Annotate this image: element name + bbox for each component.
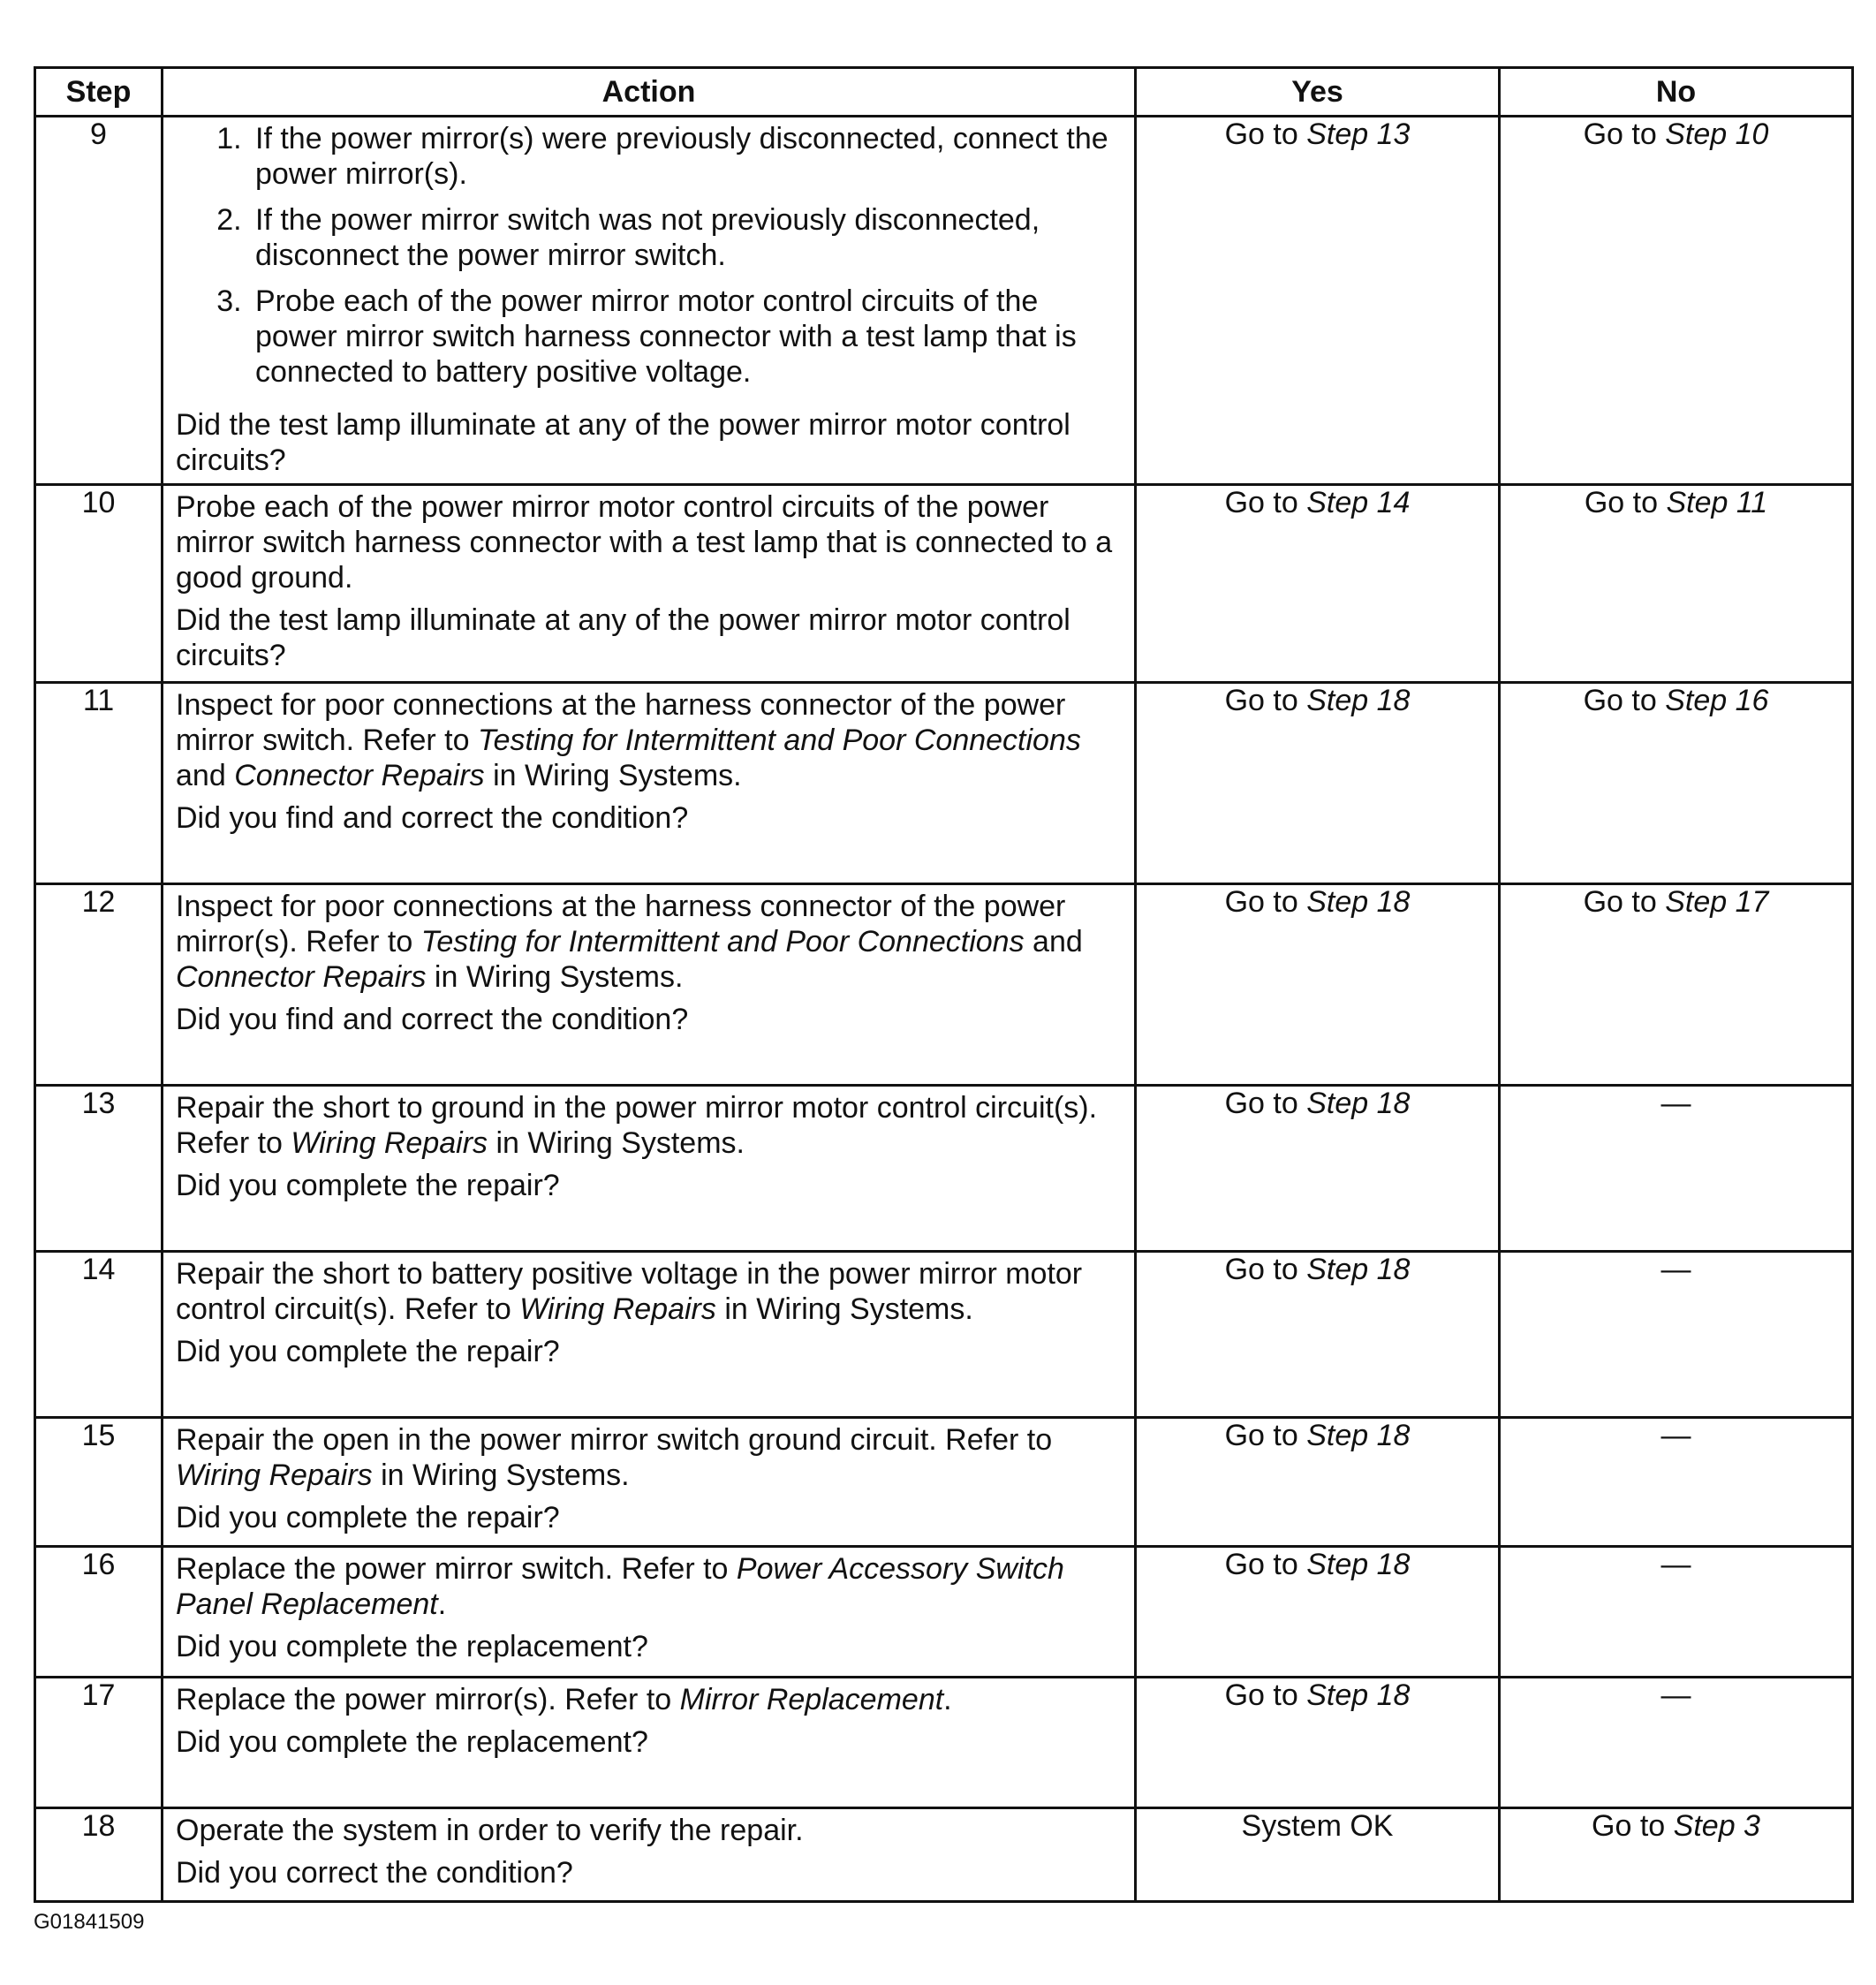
no-step-link: Step 16	[1665, 684, 1769, 717]
step-number: 11	[35, 683, 163, 884]
action-cell	[163, 485, 1136, 683]
no-cell-dash: —	[1500, 1547, 1853, 1678]
yes-step-link: Step 18	[1306, 885, 1411, 919]
action-text-part: Repair the short to battery positive voltage in the power mirror motor control circuit(s). Refer to	[176, 1257, 1083, 1326]
step-number: 13	[35, 1086, 163, 1252]
yes-step-link: Step 18	[1306, 1253, 1411, 1286]
table-row-step-17	[35, 1678, 1853, 1808]
action-text-part: Replace the power mirror switch. Refer to	[176, 1552, 737, 1586]
action-text-part: in Wiring Systems.	[488, 1126, 745, 1160]
header-row	[35, 68, 1853, 117]
goto-prefix: Go to	[1592, 1809, 1666, 1843]
action-cell	[163, 117, 1136, 485]
header-no: No	[1500, 68, 1853, 117]
no-cell-dash: —	[1500, 1086, 1853, 1252]
action-question: Did you find and correct the condition?	[176, 801, 689, 835]
table-row-step-14	[35, 1252, 1853, 1418]
action-question: Did you correct the condition?	[176, 1856, 573, 1890]
action-text-part: in Wiring Systems.	[372, 1458, 630, 1492]
action-text	[176, 1422, 1122, 1493]
table-row-step-9	[35, 117, 1853, 485]
step-number: 16	[35, 1547, 163, 1678]
action-text-part: .	[437, 1587, 447, 1621]
action-text-part: Repair the open in the power mirror switch ground circuit. Refer to	[176, 1423, 1053, 1457]
goto-prefix: Go to	[1224, 885, 1298, 919]
goto-prefix: Go to	[1583, 684, 1657, 717]
header-step: Step	[35, 68, 163, 117]
action-question: Did the test lamp illuminate at any of the power mirror motor control circuits?	[176, 603, 1070, 672]
header-yes: Yes	[1136, 68, 1500, 117]
goto-prefix: Go to	[1583, 117, 1657, 151]
action-text	[176, 1256, 1122, 1327]
action-question: Did the test lamp illuminate at any of the power mirror motor control circuits?	[176, 408, 1070, 477]
header-action: Action	[163, 68, 1136, 117]
yes-cell	[1136, 884, 1500, 1086]
action-list-item: 1. If the power mirror(s) were previously disconnected, connect the power mirror(s).	[250, 121, 1122, 192]
yes-step-link: Step 14	[1306, 486, 1411, 519]
action-text	[176, 1551, 1122, 1622]
table-row-step-15	[35, 1418, 1853, 1547]
no-cell	[1500, 485, 1853, 683]
yes-step-link: Step 13	[1306, 117, 1411, 151]
yes-cell	[1136, 683, 1500, 884]
action-text-part: in Wiring Systems.	[426, 960, 684, 994]
no-step-link: Step 11	[1666, 486, 1768, 519]
reference-link: Wiring Repairs	[291, 1126, 488, 1160]
action-question: Did you complete the repair?	[176, 1335, 560, 1368]
action-cell	[163, 1678, 1136, 1808]
goto-prefix: Go to	[1584, 486, 1659, 519]
reference-link: Power Accessory Switch Panel Replacement	[176, 1552, 1064, 1621]
no-cell-dash: —	[1500, 1678, 1853, 1808]
table-row-step-11	[35, 683, 1853, 884]
goto-prefix: Go to	[1224, 1253, 1298, 1286]
action-text-part: Inspect for poor connections at the harness connector of the power mirror(s). Refer to	[176, 890, 1066, 958]
action-question: Did you find and correct the condition?	[176, 1003, 689, 1036]
step-number: 9	[35, 117, 163, 485]
action-question: Did you complete the replacement?	[176, 1725, 648, 1759]
yes-step-link: Step 18	[1306, 1087, 1411, 1120]
reference-link: Testing for Intermittent and Poor Connections	[477, 724, 1081, 757]
action-text-part: Inspect for poor connections at the harness connector of the power mirror switch. Refer to	[176, 688, 1066, 757]
yes-step-link: Step 18	[1306, 684, 1411, 717]
step-number: 10	[35, 485, 163, 683]
yes-step-link: Step 18	[1306, 1419, 1411, 1452]
goto-prefix: Go to	[1583, 885, 1657, 919]
reference-link: Wiring Repairs	[519, 1292, 716, 1326]
action-text: Operate the system in order to verify the repair.	[176, 1814, 804, 1847]
goto-prefix: Go to	[1224, 1419, 1298, 1452]
yes-cell	[1136, 117, 1500, 485]
no-cell	[1500, 683, 1853, 884]
reference-link: Testing for Intermittent and Poor Connections	[420, 925, 1025, 958]
action-text: Probe each of the power mirror motor control circuits of the power mirror switch harness connector with a test lamp that is connected to a good ground.	[176, 490, 1113, 595]
action-cell	[163, 1808, 1136, 1902]
action-question: Did you complete the replacement?	[176, 1630, 648, 1663]
goto-prefix: Go to	[1224, 684, 1298, 717]
action-cell	[163, 1547, 1136, 1678]
action-cell	[163, 1252, 1136, 1418]
action-list-item: 2. If the power mirror switch was not previously disconnected, disconnect the power mirror switch.	[250, 202, 1122, 273]
goto-prefix: Go to	[1224, 1678, 1298, 1712]
reference-link: Mirror Replacement	[679, 1683, 944, 1716]
no-cell	[1500, 1808, 1853, 1902]
yes-cell	[1136, 1678, 1500, 1808]
action-cell	[163, 1418, 1136, 1547]
goto-prefix: Go to	[1224, 117, 1298, 151]
table-row-step-10	[35, 485, 1853, 683]
action-question: Did you complete the repair?	[176, 1501, 560, 1534]
figure-id: G01841509	[34, 1910, 145, 1934]
action-text-part: in Wiring Systems.	[484, 759, 742, 792]
no-cell-dash: —	[1500, 1418, 1853, 1547]
no-step-link: Step 17	[1665, 885, 1769, 919]
action-text-part: and	[176, 759, 235, 792]
table-row-step-12	[35, 884, 1853, 1086]
step-number: 18	[35, 1808, 163, 1902]
diagnostic-table	[34, 66, 1854, 1903]
step-number: 17	[35, 1678, 163, 1808]
yes-cell	[1136, 1252, 1500, 1418]
yes-cell	[1136, 1547, 1500, 1678]
reference-link: Wiring Repairs	[176, 1458, 373, 1492]
no-step-link: Step 3	[1673, 1809, 1760, 1843]
no-cell	[1500, 117, 1853, 485]
table-row-step-18	[35, 1808, 1853, 1902]
no-cell	[1500, 884, 1853, 1086]
table-row-step-13	[35, 1086, 1853, 1252]
step-number: 12	[35, 884, 163, 1086]
no-cell-dash: —	[1500, 1252, 1853, 1418]
goto-prefix: Go to	[1224, 486, 1298, 519]
yes-cell	[1136, 485, 1500, 683]
action-text	[176, 1682, 1122, 1717]
action-text-part: Repair the short to ground in the power mirror motor control circuit(s). Refer to	[176, 1091, 1098, 1160]
action-text	[176, 889, 1122, 995]
action-text	[176, 1090, 1122, 1161]
no-step-link: Step 10	[1665, 117, 1769, 151]
step-number: 15	[35, 1418, 163, 1547]
action-text-part: .	[943, 1683, 952, 1716]
step-number: 14	[35, 1252, 163, 1418]
yes-step-link: Step 18	[1306, 1678, 1411, 1712]
action-text-part: in Wiring Systems.	[715, 1292, 973, 1326]
goto-prefix: Go to	[1224, 1548, 1298, 1581]
yes-step-link: Step 18	[1306, 1548, 1411, 1581]
action-cell	[163, 683, 1136, 884]
action-list-item: 3. Probe each of the power mirror motor control circuits of the power mirror switch harness connector with a test lamp that is connected to battery positive voltage.	[250, 284, 1122, 390]
action-text-part: and	[1024, 925, 1083, 958]
goto-prefix: Go to	[1224, 1087, 1298, 1120]
action-cell	[163, 1086, 1136, 1252]
reference-link: Connector Repairs	[176, 960, 427, 994]
reference-link: Connector Repairs	[234, 759, 485, 792]
action-text-part: Replace the power mirror(s). Refer to	[176, 1683, 680, 1716]
yes-cell	[1136, 1086, 1500, 1252]
action-cell	[163, 884, 1136, 1086]
yes-cell	[1136, 1418, 1500, 1547]
table-row-step-16	[35, 1547, 1853, 1678]
yes-cell: System OK	[1136, 1808, 1500, 1902]
action-text	[176, 687, 1122, 793]
action-question: Did you complete the repair?	[176, 1169, 560, 1202]
action-list	[176, 121, 1122, 400]
